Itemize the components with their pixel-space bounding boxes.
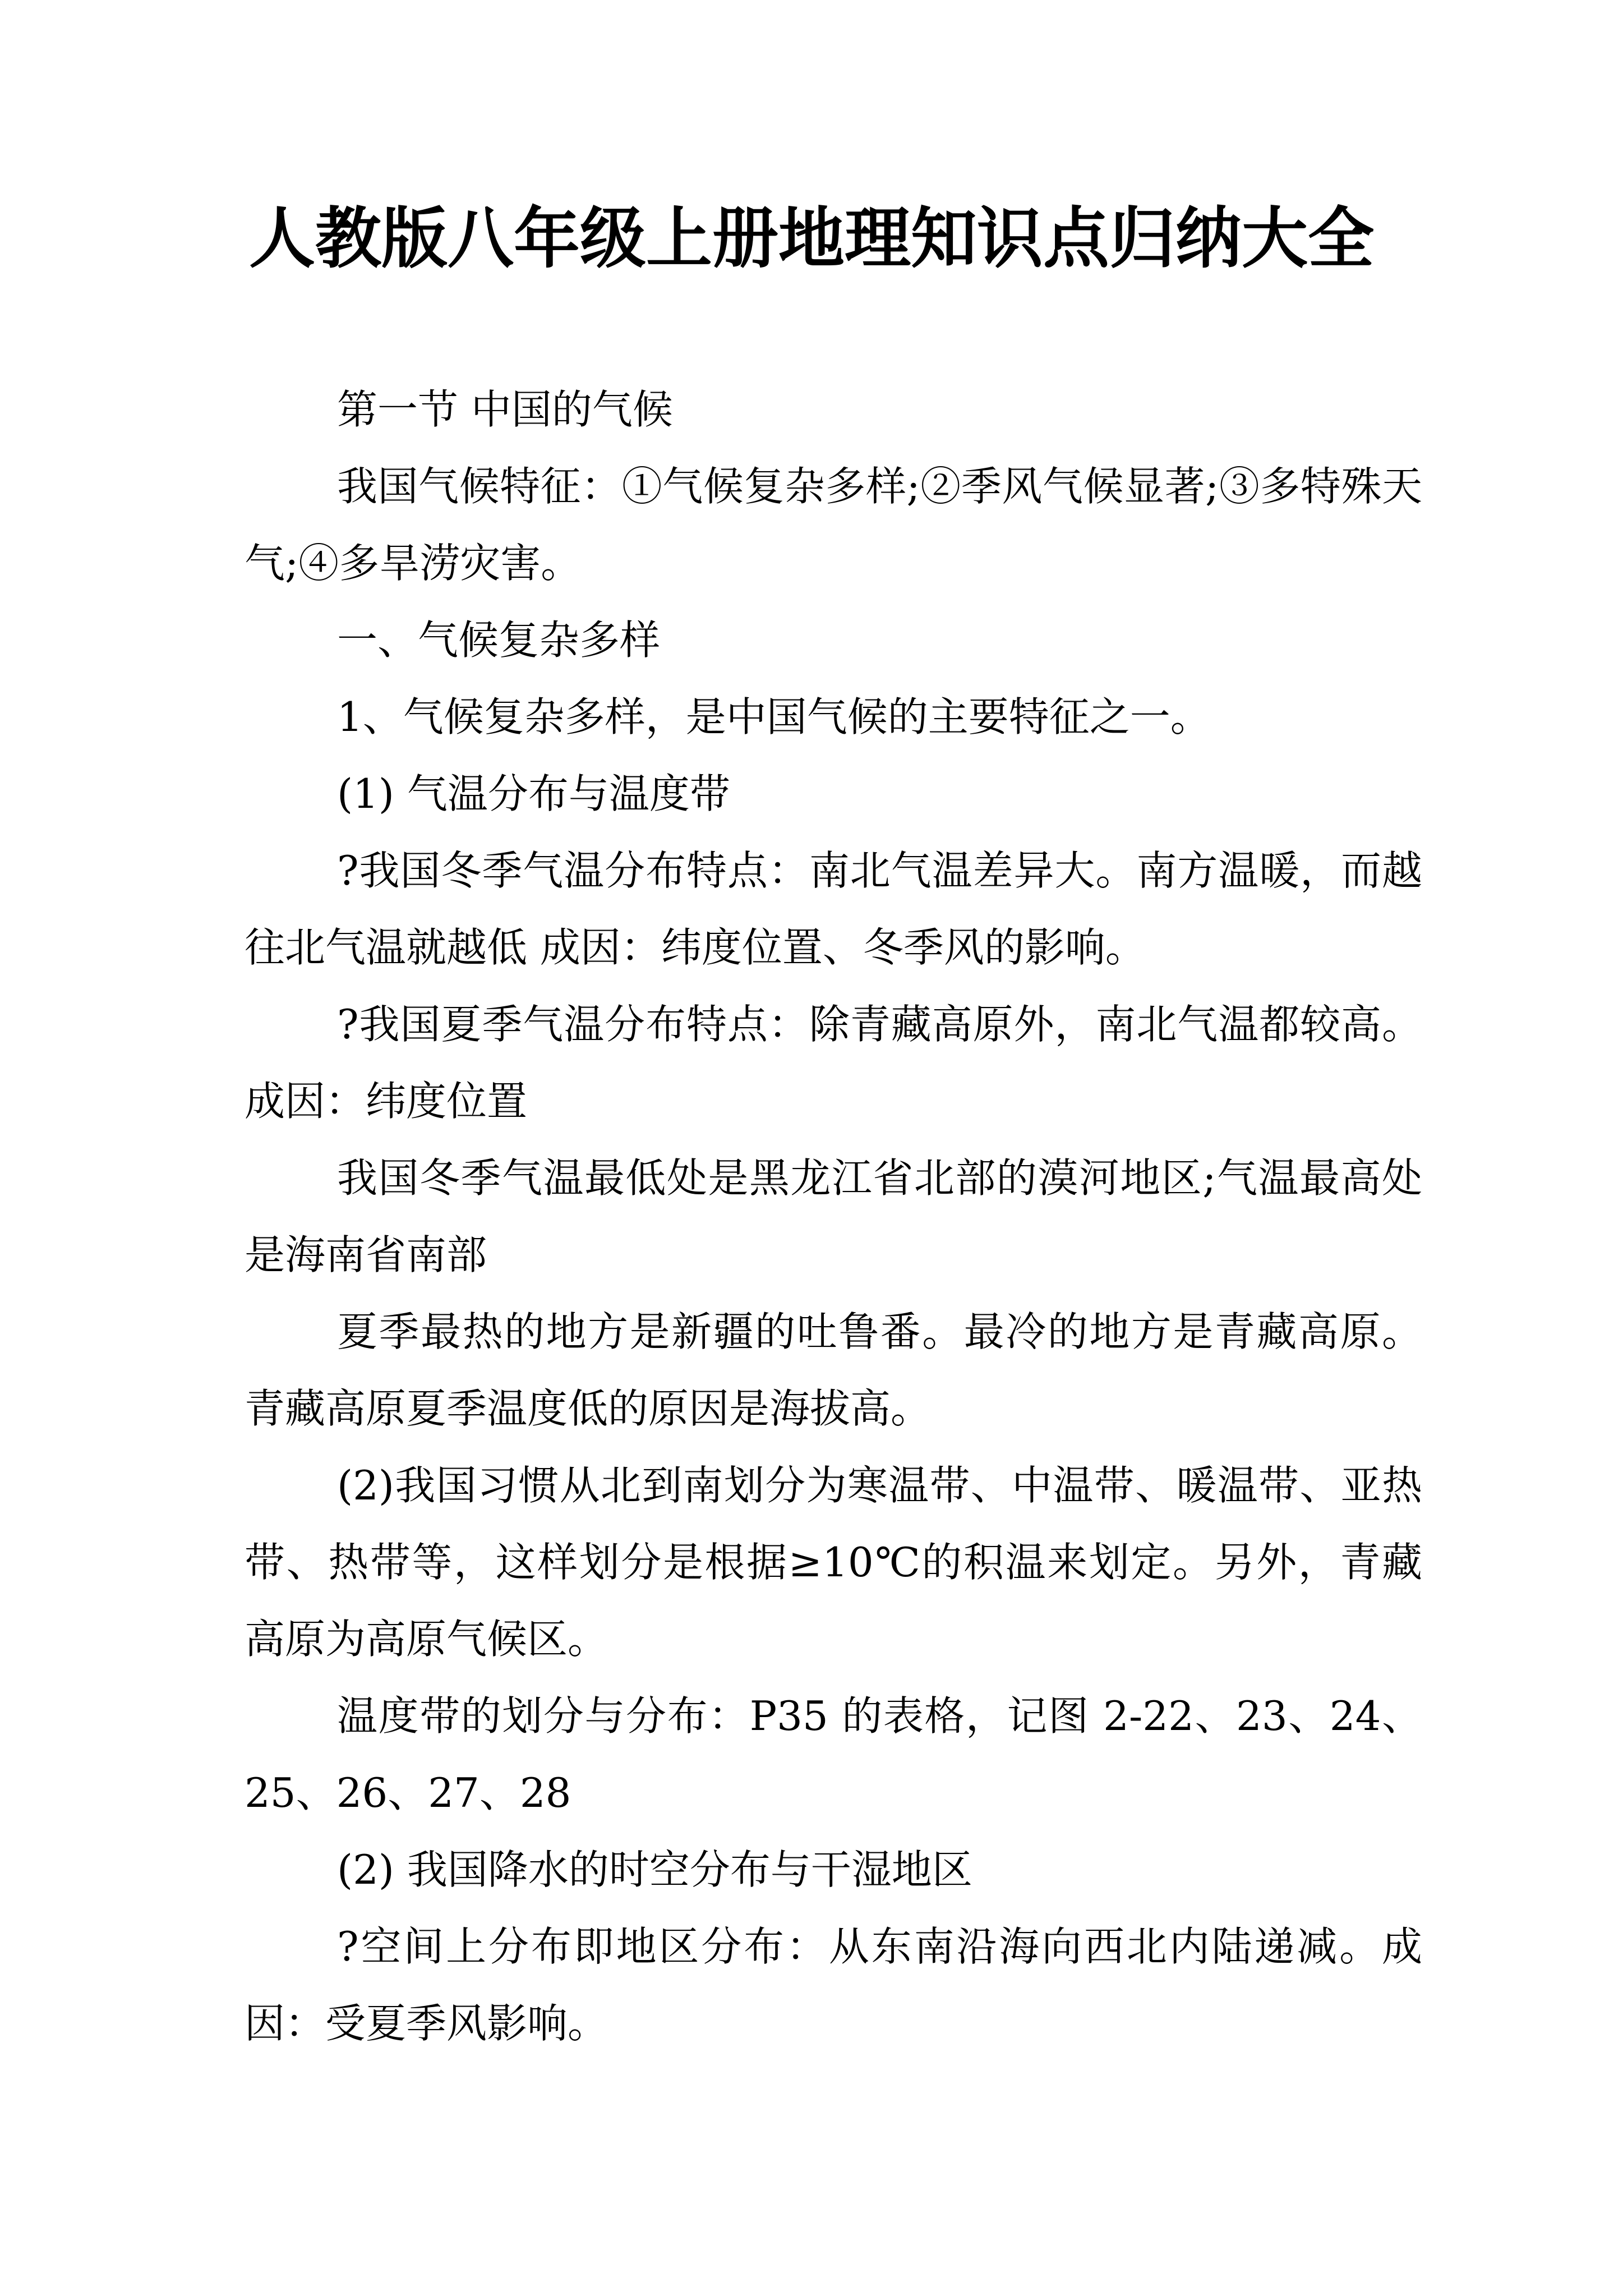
body-paragraph: 温度带的划分与分布：P35 的表格，记图 2-22、23、24、25、26、27、28 <box>245 1692 1422 1816</box>
body-paragraph: 1、气候复杂多样，是中国气候的主要特征之一。 <box>337 693 1211 740</box>
document-body <box>245 371 1422 2062</box>
body-paragraph: ?我国夏季气温分布特点：除青藏高原外，南北气温都较高。成因：纬度位置 <box>245 1001 1422 1125</box>
subsection-heading: (1) 气温分布与温度带 <box>337 770 730 817</box>
subsection-heading: 一、气候复杂多样 <box>337 616 661 664</box>
body-paragraph: 夏季最热的地方是新疆的吐鲁番。最冷的地方是青藏高原。青藏高原夏季温度低的原因是海拔高。 <box>245 1308 1422 1432</box>
body-paragraph: (2)我国习惯从北到南划分为寒温带、中温带、暖温带、亚热带、热带等，这样划分是根据≥10℃的积温来划定。另外，青藏高原为高原气候区。 <box>245 1462 1422 1663</box>
section-heading: 第一节 中国的气候 <box>337 386 673 433</box>
subsection-heading: (2) 我国降水的时空分布与干湿地区 <box>337 1846 972 1893</box>
body-paragraph: 我国冬季气温最低处是黑龙江省北部的漠河地区;气温最高处是海南省南部 <box>245 1154 1422 1278</box>
body-paragraph: 我国气候特征：①气候复杂多样;②季风气候显著;③多特殊天气;④多旱涝灾害。 <box>245 463 1422 587</box>
body-paragraph: ?我国冬季气温分布特点：南北气温差异大。南方温暖，而越往北气温就越低 成因：纬度位置、冬季风的影响。 <box>245 847 1422 971</box>
body-paragraph: ?空间上分布即地区分布：从东南沿海向西北内陆递减。成因：受夏季风影响。 <box>245 1923 1422 2047</box>
document-title: 人教版八年级上册地理知识点归纳大全 <box>248 199 1374 277</box>
